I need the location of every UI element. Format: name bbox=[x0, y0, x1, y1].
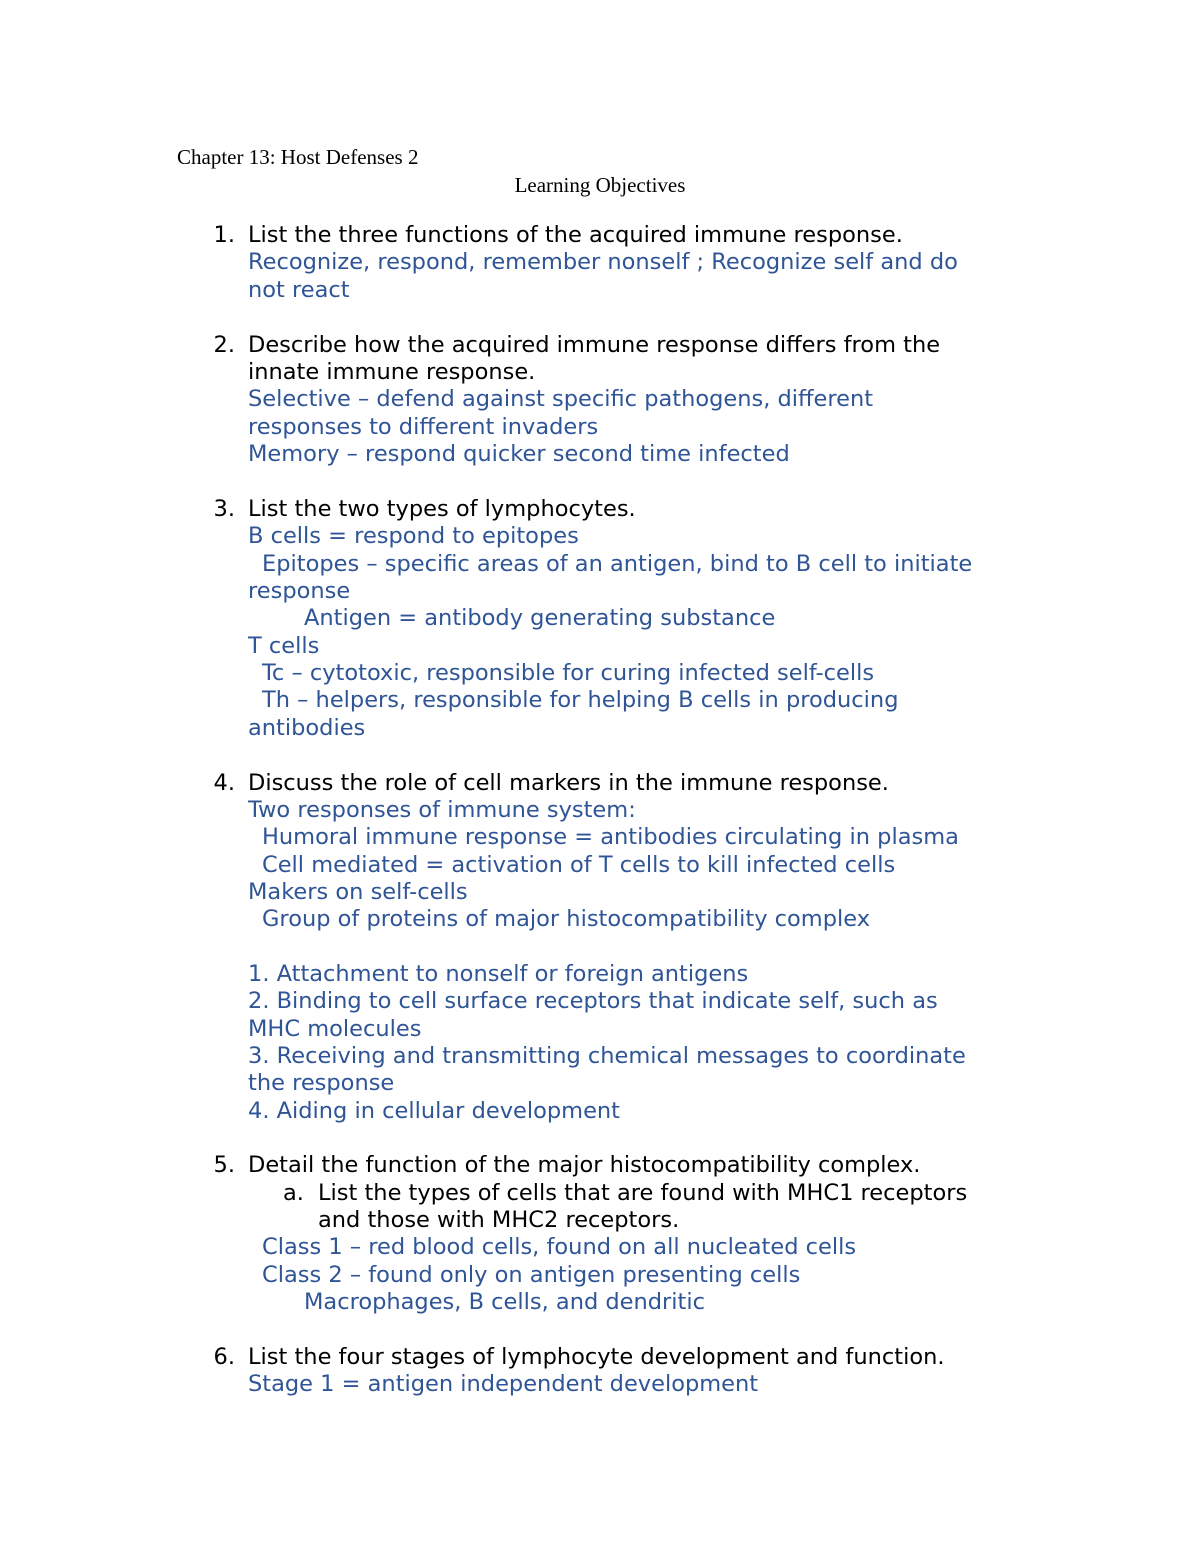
answer-line: the response bbox=[248, 1070, 395, 1096]
objective-number: 6. bbox=[213, 1344, 235, 1370]
answer-line: responses to different invaders bbox=[248, 414, 599, 440]
objective-number: 2. bbox=[213, 332, 235, 358]
answer-line: Humoral immune response = antibodies circulating in plasma bbox=[262, 824, 959, 850]
question-line: List the three functions of the acquired immune response. bbox=[248, 222, 903, 248]
answer-line: Memory – respond quicker second time infected bbox=[248, 441, 790, 467]
sub-question-line: List the types of cells that are found with MHC1 receptors bbox=[318, 1180, 968, 1206]
question-line: Describe how the acquired immune response differs from the bbox=[248, 332, 941, 358]
answer-line: antibodies bbox=[248, 715, 366, 741]
objective-number: 3. bbox=[213, 496, 235, 522]
answer-line: Selective – defend against specific pathogens, different bbox=[248, 386, 874, 412]
answer-line: T cells bbox=[248, 633, 320, 659]
answer-line: Class 1 – red blood cells, found on all nucleated cells bbox=[262, 1234, 857, 1260]
question-line: Discuss the role of cell markers in the immune response. bbox=[248, 770, 889, 796]
answer-line: Antigen = antibody generating substance bbox=[304, 605, 776, 631]
answer-line: Class 2 – found only on antigen presenting cells bbox=[262, 1262, 801, 1288]
question-line: innate immune response. bbox=[248, 359, 536, 385]
chapter-title: Chapter 13: Host Defenses 2 bbox=[177, 145, 419, 169]
answer-line: response bbox=[248, 578, 351, 604]
answer-line: Makers on self-cells bbox=[248, 879, 468, 905]
objective-number: 5. bbox=[213, 1152, 235, 1178]
question-line: List the two types of lymphocytes. bbox=[248, 496, 636, 522]
objective-number: 1. bbox=[213, 222, 235, 248]
answer-line: 2. Binding to cell surface receptors that indicate self, such as bbox=[248, 988, 938, 1014]
answer-line: Tc – cytotoxic, responsible for curing infected self-cells bbox=[262, 660, 875, 686]
question-line: Detail the function of the major histocompatibility complex. bbox=[248, 1152, 921, 1178]
answer-line: Th – helpers, responsible for helping B cells in producing bbox=[262, 687, 899, 713]
answer-line: 1. Attachment to nonself or foreign antigens bbox=[248, 961, 749, 987]
question-line: List the four stages of lymphocyte development and function. bbox=[248, 1344, 945, 1370]
answer-line: Epitopes – specific areas of an antigen, bind to B cell to initiate bbox=[262, 551, 973, 577]
answer-line: Recognize, respond, remember nonself ; Recognize self and do bbox=[248, 249, 958, 275]
answer-line: Group of proteins of major histocompatibility complex bbox=[262, 906, 871, 932]
objective-number: 4. bbox=[213, 770, 235, 796]
answer-line: Macrophages, B cells, and dendritic bbox=[304, 1289, 706, 1315]
answer-line: 3. Receiving and transmitting chemical messages to coordinate bbox=[248, 1043, 966, 1069]
answer-line: Cell mediated = activation of T cells to kill infected cells bbox=[262, 852, 896, 878]
answer-line: 4. Aiding in cellular development bbox=[248, 1098, 620, 1124]
answer-line: Stage 1 = antigen independent development bbox=[248, 1371, 759, 1397]
subtitle: Learning Objectives bbox=[514, 173, 686, 197]
answer-line: Two responses of immune system: bbox=[248, 797, 636, 823]
answer-line: B cells = respond to epitopes bbox=[248, 523, 579, 549]
answer-line: MHC molecules bbox=[248, 1016, 422, 1042]
sub-question-line: and those with MHC2 receptors. bbox=[318, 1207, 680, 1233]
answer-line: not react bbox=[248, 277, 350, 303]
sub-question-label: a. bbox=[283, 1180, 304, 1206]
